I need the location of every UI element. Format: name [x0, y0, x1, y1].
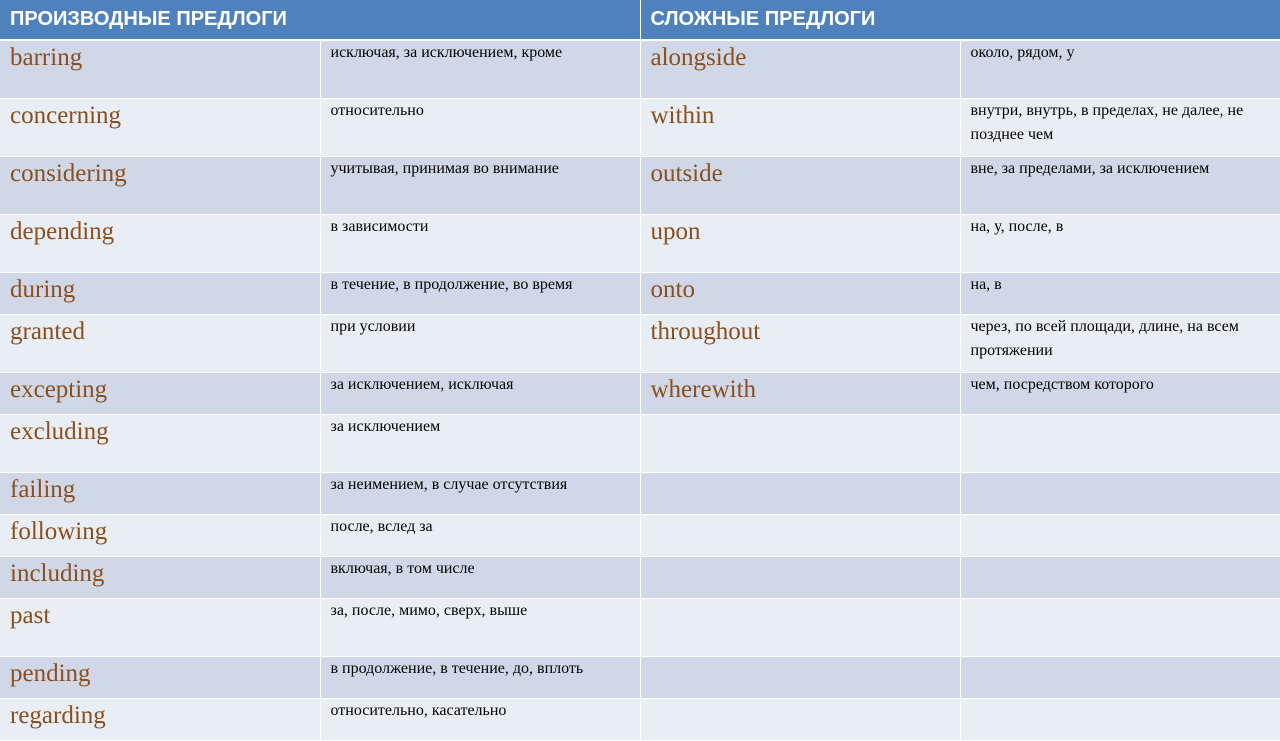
compound-preposition-cell: alongside	[640, 40, 960, 99]
derivative-translation-cell: за исключением, исключая	[320, 373, 640, 415]
compound-preposition-cell	[640, 515, 960, 557]
derivative-preposition-cell: considering	[0, 157, 320, 215]
derivative-translation-cell: после, вслед за	[320, 515, 640, 557]
derivative-translation-cell: при условии	[320, 315, 640, 373]
compound-translation-cell: через, по всей площади, длине, на всем протяжении	[960, 315, 1280, 373]
derivative-translation-cell: относительно, касательно	[320, 699, 640, 741]
derivative-preposition-cell: failing	[0, 473, 320, 515]
compound-preposition-cell	[640, 657, 960, 699]
derivative-preposition-cell: excluding	[0, 415, 320, 473]
table-row	[0, 473, 1280, 515]
table-row	[0, 157, 1280, 215]
compound-translation-cell	[960, 557, 1280, 599]
header-compound-prepositions: СЛОЖНЫЕ ПРЕДЛОГИ	[640, 0, 1280, 40]
compound-preposition-cell	[640, 415, 960, 473]
compound-preposition-cell: onto	[640, 273, 960, 315]
compound-translation-cell: чем, посредством которого	[960, 373, 1280, 415]
derivative-preposition-cell: including	[0, 557, 320, 599]
table-row	[0, 515, 1280, 557]
compound-translation-cell	[960, 515, 1280, 557]
derivative-translation-cell: в продолжение, в течение, до, вплоть	[320, 657, 640, 699]
table-row	[0, 315, 1280, 373]
derivative-translation-cell: в течение, в продолжение, во время	[320, 273, 640, 315]
derivative-translation-cell: учитывая, принимая во внимание	[320, 157, 640, 215]
compound-translation-cell	[960, 599, 1280, 657]
compound-preposition-cell	[640, 473, 960, 515]
derivative-preposition-cell: following	[0, 515, 320, 557]
compound-translation-cell	[960, 473, 1280, 515]
derivative-preposition-cell: barring	[0, 40, 320, 99]
compound-translation-cell: вне, за пределами, за исключением	[960, 157, 1280, 215]
derivative-preposition-cell: excepting	[0, 373, 320, 415]
table-row	[0, 40, 1280, 99]
derivative-preposition-cell: during	[0, 273, 320, 315]
derivative-translation-cell: за, после, мимо, сверх, выше	[320, 599, 640, 657]
derivative-translation-cell: за неимением, в случае отсутствия	[320, 473, 640, 515]
table-row	[0, 415, 1280, 473]
table-row	[0, 599, 1280, 657]
derivative-preposition-cell: granted	[0, 315, 320, 373]
derivative-preposition-cell: pending	[0, 657, 320, 699]
compound-preposition-cell	[640, 557, 960, 599]
table-body	[0, 40, 1280, 741]
compound-preposition-cell: upon	[640, 215, 960, 273]
derivative-translation-cell: относительно	[320, 99, 640, 157]
header-derivative-prepositions: ПРОИЗВОДНЫЕ ПРЕДЛОГИ	[0, 0, 640, 40]
compound-preposition-cell: within	[640, 99, 960, 157]
table-header-row	[0, 0, 1280, 40]
table-row	[0, 273, 1280, 315]
compound-translation-cell: на, у, после, в	[960, 215, 1280, 273]
derivative-preposition-cell: regarding	[0, 699, 320, 741]
compound-translation-cell: внутри, внутрь, в пределах, не далее, не позднее чем	[960, 99, 1280, 157]
derivative-preposition-cell: depending	[0, 215, 320, 273]
table-row	[0, 657, 1280, 699]
derivative-translation-cell: за исключением	[320, 415, 640, 473]
table-row	[0, 373, 1280, 415]
derivative-preposition-cell: concerning	[0, 99, 320, 157]
compound-preposition-cell	[640, 599, 960, 657]
derivative-translation-cell: в зависимости	[320, 215, 640, 273]
table-row	[0, 215, 1280, 273]
compound-preposition-cell: outside	[640, 157, 960, 215]
derivative-translation-cell: исключая, за исключением, кроме	[320, 40, 640, 99]
compound-translation-cell	[960, 415, 1280, 473]
table-row	[0, 99, 1280, 157]
compound-preposition-cell: wherewith	[640, 373, 960, 415]
derivative-translation-cell: включая, в том числе	[320, 557, 640, 599]
compound-translation-cell: около, рядом, у	[960, 40, 1280, 99]
derivative-preposition-cell: past	[0, 599, 320, 657]
compound-preposition-cell: throughout	[640, 315, 960, 373]
compound-translation-cell: на, в	[960, 273, 1280, 315]
table-row	[0, 557, 1280, 599]
compound-translation-cell	[960, 657, 1280, 699]
